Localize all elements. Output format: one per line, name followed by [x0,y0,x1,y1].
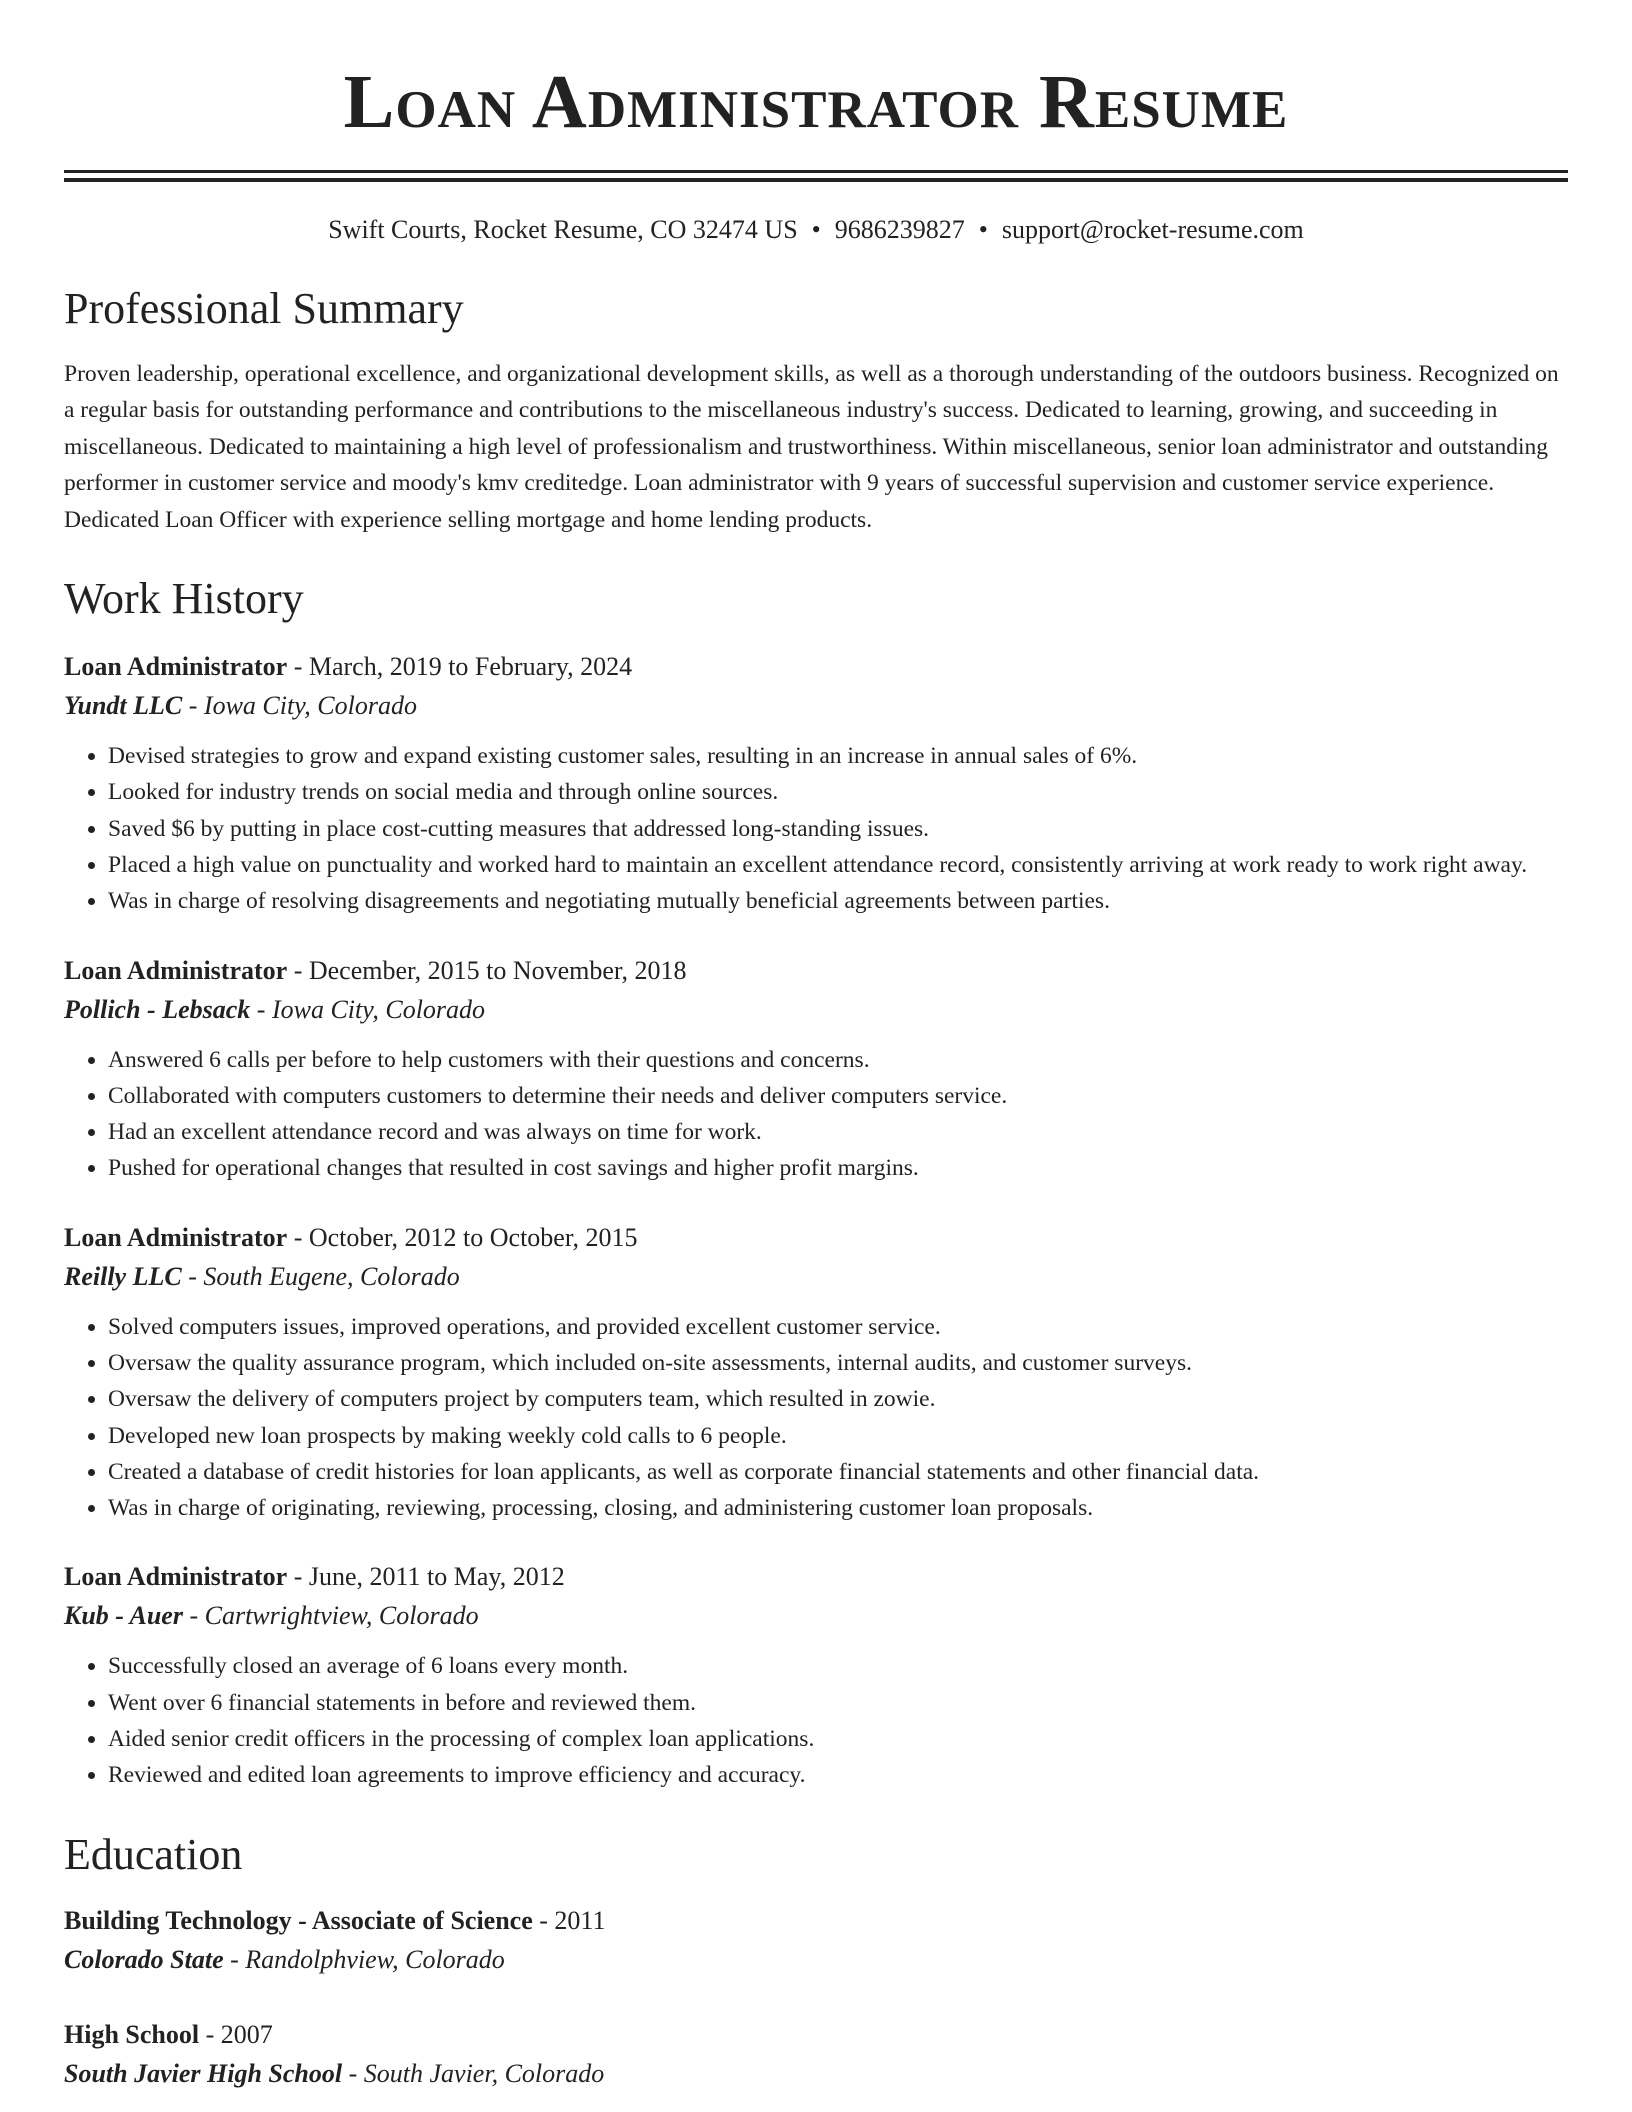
education-degree: High School [64,2019,200,2049]
job-title-line [64,952,1568,990]
job-bullet: • Went over 6 financial statements in before and reviewed them. [108,1685,1568,1721]
job-bullet: • Oversaw the delivery of computers project by computers team, which resulted in zowie. [108,1381,1568,1417]
job-company-line [64,686,1568,726]
title-double-rule [64,170,1568,182]
work-history-heading: Work History [64,574,304,624]
job-location: - Iowa City, Colorado [182,691,417,721]
education-degree: Building Technology - Associate of Science [64,1905,533,1935]
job-entry [64,1558,1568,1793]
job-title-line [64,1558,1568,1596]
job-location: - Cartwrightview, Colorado [182,1601,479,1631]
job-company: Kub - Auer [64,1601,183,1631]
education-location: - South Javier, Colorado [342,2058,605,2088]
job-bullet: • Solved computers issues, improved operations, and provided excellent customer service. [108,1309,1568,1345]
job-company-line [64,1596,1568,1636]
job-bullet: • Created a database of credit histories for loan applicants, as well as corporate financial statements and other financial data. [108,1454,1568,1490]
education-year: - 2011 [532,1905,606,1935]
education-school: South Javier High School [64,2058,343,2088]
job-bullet: • Was in charge of originating, reviewing, processing, closing, and administering customer loan proposals. [108,1490,1568,1526]
job-bullets [64,1309,1568,1527]
contact-phone: 9686239827 [834,215,965,244]
job-bullet: • Devised strategies to grow and expand existing customer sales, resulting in an increase in annual sales of 6%. [108,738,1568,774]
job-bullets [64,1042,1568,1187]
job-entry [64,648,1568,919]
job-location: - Iowa City, Colorado [250,994,486,1024]
job-title-line [64,648,1568,686]
education-entry [64,2016,1568,2094]
job-bullet: • Had an excellent attendance record and was always on time for work. [108,1114,1568,1150]
job-dates: - December, 2015 to November, 2018 [287,955,687,985]
job-company: Reilly LLC [64,1261,182,1291]
job-bullet: • Oversaw the quality assurance program, which included on-site assessments, internal audits, and customer surveys. [108,1345,1568,1381]
job-bullet: • Collaborated with computers customers to determine their needs and deliver computers service. [108,1078,1568,1114]
job-entry [64,952,1568,1187]
contact-line [64,212,1568,248]
education-school: Colorado State [64,1944,224,1974]
job-bullets [64,1648,1568,1793]
contact-separator: • [978,215,988,244]
summary-heading: Professional Summary [64,284,464,333]
education-school-line [64,1940,1568,1980]
job-dates: - March, 2019 to February, 2024 [287,652,633,682]
job-company-line [64,990,1568,1030]
job-company: Yundt LLC [64,691,183,721]
job-role: Loan Administrator [64,955,288,985]
job-title-line [64,1219,1568,1257]
job-bullet: • Answered 6 calls per before to help customers with their questions and concerns. [108,1042,1568,1078]
job-bullet: • Was in charge of resolving disagreements and negotiating mutually beneficial agreements between parties. [108,883,1568,919]
job-bullet: • Reviewed and edited loan agreements to improve efficiency and accuracy. [108,1757,1568,1793]
job-bullet: • Looked for industry trends on social media and through online sources. [108,774,1568,810]
job-dates: - October, 2012 to October, 2015 [287,1222,638,1252]
education-degree-line [64,1902,1568,1940]
job-bullet: • Saved $6 by putting in place cost-cutting measures that addressed long-standing issues. [108,811,1568,847]
contact-email: support@rocket-resume.com [1001,215,1304,244]
job-bullets [64,738,1568,919]
job-company: Pollich - Lebsack [64,994,251,1024]
contact-separator: • [811,215,821,244]
job-role: Loan Administrator [64,1222,288,1252]
contact-address: Swift Courts, Rocket Resume, CO 32474 US [328,215,798,244]
job-role: Loan Administrator [64,652,288,682]
job-location: - South Eugene, Colorado [181,1261,460,1291]
summary-text: Proven leadership, operational excellence, and organizational development skills, as well as a thorough understanding of the outdoors business. Recognized on a regular basis for outstanding performance and contributions to the miscellaneous industry's success. Dedicated to learning, growing, and succeeding in miscellaneous. Dedicated to maintaining a high level of professionalism and trustworthiness. Within miscellaneous, senior loan administrator and outstanding performer in customer service and moody's kmv creditedge. Loan administrator with 9 years of successful supervision and customer service experience. Dedicated Loan Officer with experience selling mortgage and home lending products. [64,361,1559,533]
education-location: - Randolphview, Colorado [223,1944,505,1974]
job-bullet: • Developed new loan prospects by making weekly cold calls to 6 people. [108,1418,1568,1454]
job-bullet: • Placed a high value on punctuality and worked hard to maintain an excellent attendance record, consistently arriving at work ready to work right away. [108,847,1568,883]
job-company-line [64,1257,1568,1297]
job-role: Loan Administrator [64,1562,288,1592]
resume-title: Loan Administrator Resume [343,60,1289,144]
job-bullet: • Successfully closed an average of 6 loans every month. [108,1648,1568,1684]
job-dates: - June, 2011 to May, 2012 [287,1562,565,1592]
job-bullet: • Aided senior credit officers in the processing of complex loan applications. [108,1721,1568,1757]
education-heading: Education [64,1829,243,1879]
job-bullet: • Pushed for operational changes that resulted in cost savings and higher profit margins. [108,1150,1568,1186]
education-entry [64,1902,1568,1980]
job-entry [64,1219,1568,1527]
education-school-line [64,2054,1568,2094]
education-degree-line [64,2016,1568,2054]
education-year: - 2007 [199,2019,273,2049]
